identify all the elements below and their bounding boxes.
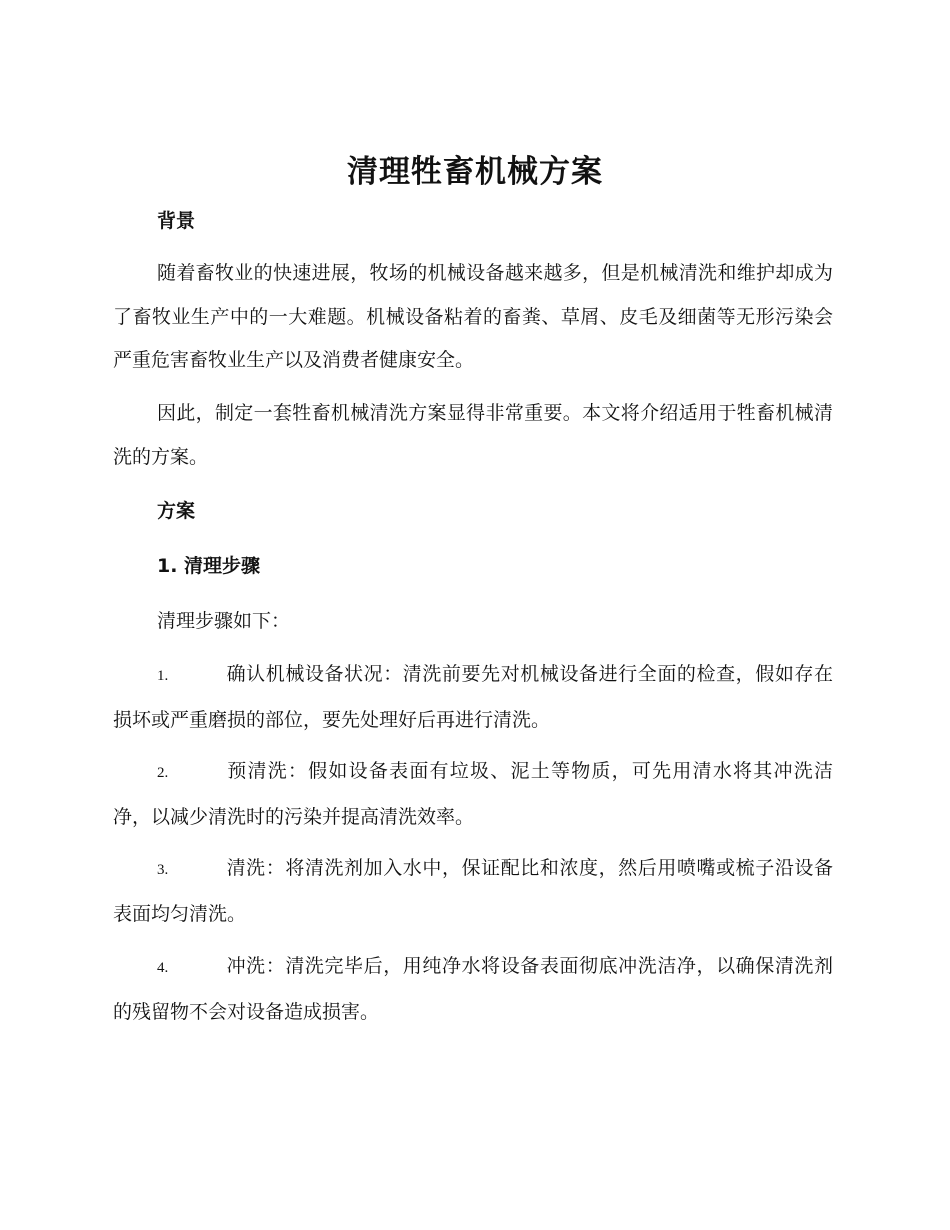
section-heading-plan: 方案 xyxy=(157,500,196,522)
step-text: 冲洗：清洗完毕后，用纯净水将设备表面彻底冲洗洁净，以确保清洗剂的残留物不会对设备造成损害。 xyxy=(113,955,833,1023)
document-title: 清理牲畜机械方案 xyxy=(347,154,603,190)
background-paragraph-1: 随着畜牧业的快速进展，牧场的机械设备越来越多，但是机械清洗和维护却成为了畜牧业生产中的一大难题。机械设备粘着的畜粪、草屑、皮毛及细菌等无形污染会严重危害畜牧业生产以及消费者健康安全。 xyxy=(113,262,833,371)
step-number: 1. xyxy=(157,668,169,684)
step-text: 清洗：将清洗剂加入水中，保证配比和浓度，然后用喷嘴或梳子沿设备表面均匀清洗。 xyxy=(113,857,833,925)
step-item-1 xyxy=(113,653,833,742)
steps-intro: 清理步骤如下： xyxy=(157,610,291,632)
section-heading-background: 背景 xyxy=(157,210,196,232)
step-item-2 xyxy=(113,750,833,839)
step-number: 3. xyxy=(157,862,169,878)
step-number: 4. xyxy=(157,960,169,976)
step-item-4 xyxy=(113,945,833,1034)
step-text: 预清洗：假如设备表面有垃圾、泥土等物质，可先用清水将其冲洗洁净，以减少清洗时的污染并提高清洗效率。 xyxy=(113,760,833,828)
background-paragraph-2: 因此，制定一套牲畜机械清洗方案显得非常重要。本文将介绍适用于牲畜机械清洗的方案。 xyxy=(113,402,833,468)
step-text: 确认机械设备状况：清洗前要先对机械设备进行全面的检查，假如存在损坏或严重磨损的部位，要先处理好后再进行清洗。 xyxy=(113,663,833,731)
step-number: 2. xyxy=(157,765,169,781)
step-item-3 xyxy=(113,847,833,936)
subheading-cleaning-steps: 1. 清理步骤 xyxy=(157,555,261,577)
